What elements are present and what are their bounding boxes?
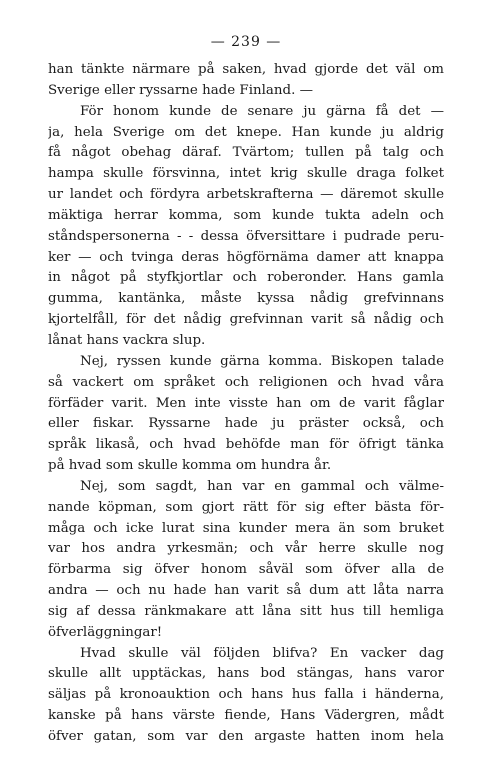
page-text-body xyxy=(48,60,444,748)
text-line: nande köpman, som gjort rätt för sig efter bästa för- xyxy=(48,499,444,515)
text-line: var hos andra yrkesmän; och vår herre skulle nog xyxy=(48,541,444,557)
text-line: så vackert om språket och religionen och hvad våra xyxy=(48,374,444,390)
book-page xyxy=(48,28,444,748)
text-line: sig af dessa ränkmakare att låna sitt hus till hemliga xyxy=(48,603,444,619)
text-line: Hvad skulle väl följden blifva? En vacker dag xyxy=(80,645,444,661)
text-line: öfver gatan, som var den argaste hatten inom hela xyxy=(48,729,444,744)
text-line: kjortelfåll, för det nådig grefvinnan varit så nådig och xyxy=(48,312,444,328)
text-line: in något på styfkjortlar och roberonder. Hans gamla xyxy=(48,270,444,286)
text-line: förbarma sig öfver honom såväl som öfver alla de xyxy=(48,562,444,578)
text-line: ur landet och fördyra arbetskrafterna — däremot skulle xyxy=(48,187,444,203)
text-line: måga och icke lurat sina kunder mera än som bruket xyxy=(48,520,444,536)
text-line: få något obehag däraf. Tvärtom; tullen på talg och xyxy=(48,145,444,161)
text-line: För honom kunde de senare ju gärna få det — xyxy=(80,103,444,119)
text-line: Nej, ryssen kunde gärna komma. Biskopen talade xyxy=(80,353,444,369)
text-line: säljas på kronoauktion och hans hus falla i händerna, xyxy=(48,687,444,703)
text-line: kanske på hans värste fiende, Hans Vädergren, mådt xyxy=(48,708,444,724)
text-line: förfäder varit. Men inte visste han om de varit fåglar xyxy=(48,395,444,411)
text-line: skulle allt upptäckas, hans bod stängas, hans varor xyxy=(48,666,444,682)
text-line: ståndspersonerna - - dessa öfversittare i pudrade peru- xyxy=(48,228,444,244)
text-line: mäktiga herrar komma, som kunde tukta adeln och xyxy=(48,207,444,223)
page-number: — 239 — xyxy=(210,34,282,50)
text-line: Sverige eller ryssarne hade Finland. — xyxy=(48,82,313,98)
text-line: Nej, som sagdt, han var en gammal och välme- xyxy=(80,478,444,494)
text-line: gumma, kantänka, måste kyssa nådig grefvinnans xyxy=(48,291,444,307)
text-line: eller fiskar. Ryssarne hade ju präster också, och xyxy=(48,416,444,432)
text-line: han tänkte närmare på saken, hvad gjorde det väl om xyxy=(48,62,444,77)
text-line: ja, hela Sverige om det knepe. Han kunde ju aldrig xyxy=(48,124,444,140)
text-line: öfverläggningar! xyxy=(48,624,163,640)
text-line: andra — och nu hade han varit så dum att låta narra xyxy=(48,583,444,599)
text-line: språk likaså, och hvad behöfde man för öfrigt tänka xyxy=(48,437,444,453)
text-line: lånat hans vackra slup. xyxy=(48,332,206,348)
text-line: hampa skulle försvinna, intet krig skulle draga folket xyxy=(48,166,444,182)
text-line: ker — och tvinga deras högförnäma damer att knappa xyxy=(48,249,444,265)
text-line: på hvad som skulle komma om hundra år. xyxy=(48,458,332,474)
